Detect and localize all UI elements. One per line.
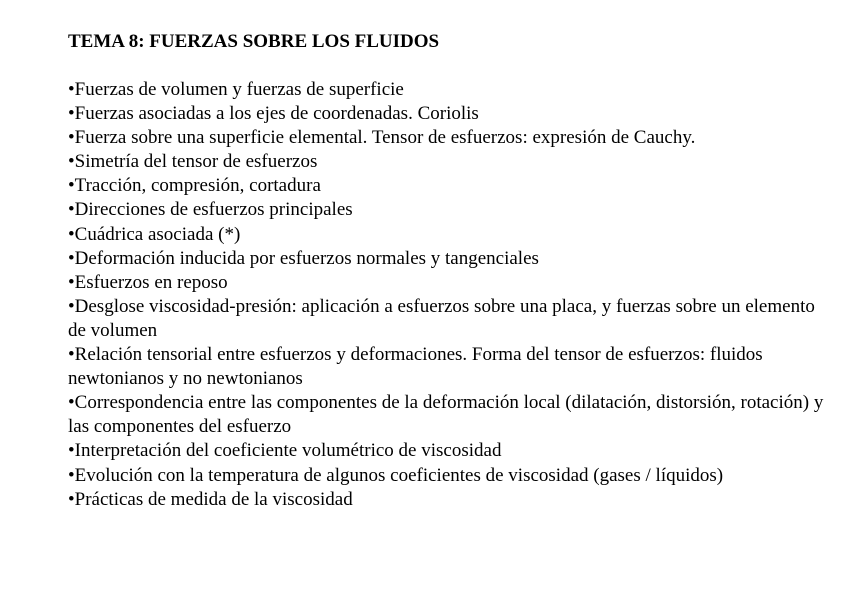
topic-item: •Fuerzas asociadas a los ejes de coordenadas. Coriolis	[68, 103, 479, 125]
topic-list	[68, 78, 828, 512]
topic-item: •Tracción, compresión, cortadura	[68, 175, 321, 197]
topic-item: •Cuádrica asociada (*)	[68, 223, 241, 245]
topic-item: •Prácticas de medida de la viscosidad	[68, 488, 353, 510]
document-title: TEMA 8: FUERZAS SOBRE LOS FLUIDOS	[68, 31, 440, 52]
topic-item: •Fuerzas de volumen y fuerzas de superficie	[68, 79, 404, 100]
topic-item: •Relación tensorial entre esfuerzos y deformaciones. Forma del tensor de esfuerzos: fluidos newtonianos y no newtonianos	[68, 344, 763, 390]
topic-item: •Direcciones de esfuerzos principales	[68, 199, 353, 221]
topic-item: •Simetría del tensor de esfuerzos	[68, 151, 318, 173]
topic-item: •Interpretación del coeficiente volumétrico de viscosidad	[68, 440, 502, 462]
topic-item: •Fuerza sobre una superficie elemental. Tensor de esfuerzos: expresión de Cauchy.	[68, 127, 696, 149]
topic-item: •Correspondencia entre las componentes de la deformación local (dilatación, distorsión, rotación) y las componentes del esfuerzo	[68, 392, 824, 438]
topic-item: •Desglose viscosidad-presión: aplicación a esfuerzos sobre una placa, y fuerzas sobre un elemento de volumen	[68, 295, 815, 341]
topic-item: •Esfuerzos en reposo	[68, 271, 228, 293]
topic-item: •Deformación inducida por esfuerzos normales y tangenciales	[68, 247, 539, 269]
topic-item: •Evolución con la temperatura de algunos coeficientes de viscosidad (gases / líquidos)	[68, 464, 724, 486]
document-page	[68, 30, 828, 512]
